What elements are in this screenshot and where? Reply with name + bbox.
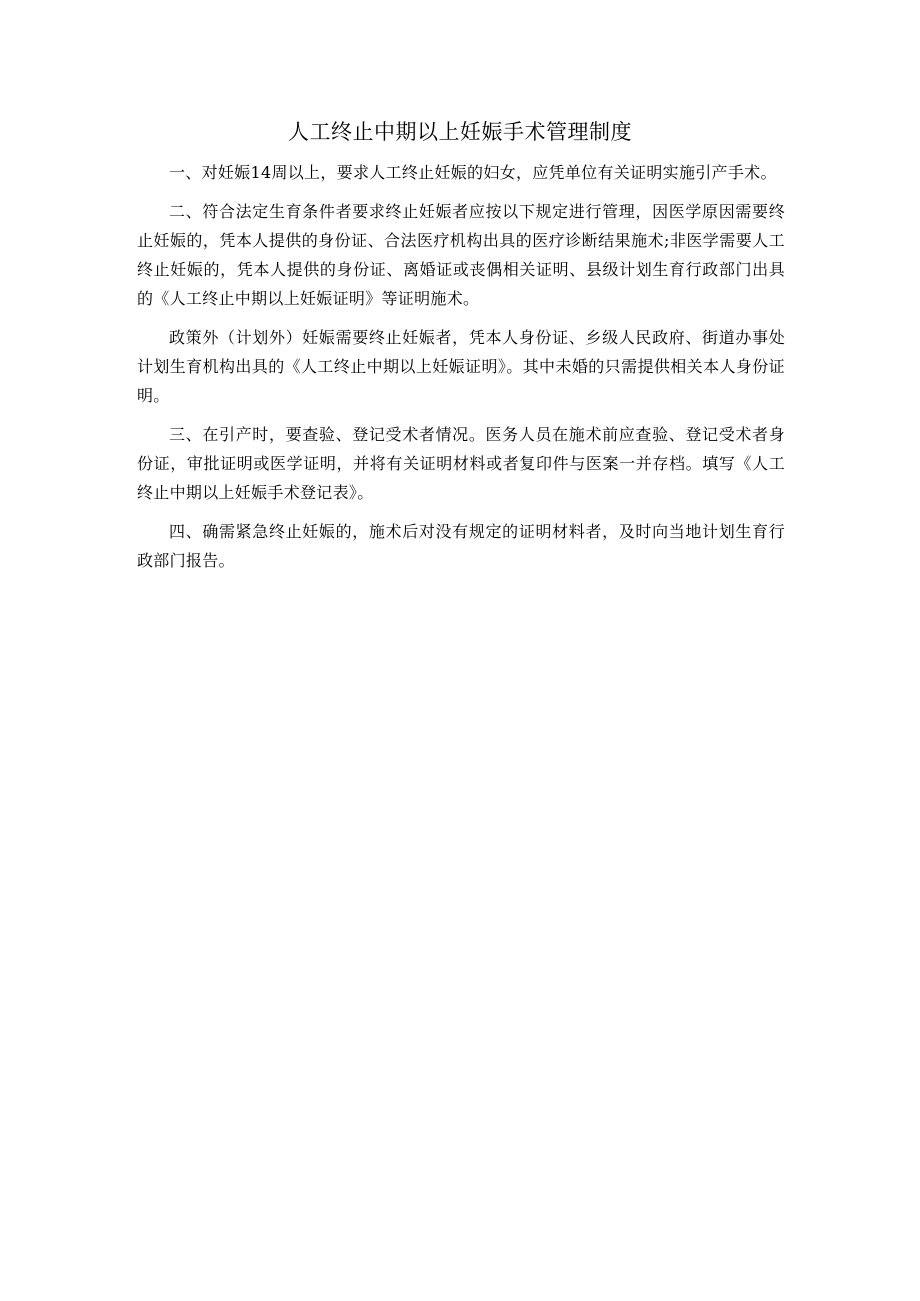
paragraph-5: 四、确需紧急终止妊娠的，施术后对没有规定的证明材料者，及时向当地计划生育行政部门报告。 xyxy=(137,522,785,570)
paragraph-3: 政策外（计划外）妊娠需要终止妊娠者，凭本人身份证、乡级人民政府、街道办事处计划生育机构出具的《人工终止中期以上妊娠证明》。其中未婚的只需提供相关本人身份证明。 xyxy=(137,328,785,405)
document-title: 人工终止中期以上妊娠手术管理制度 xyxy=(288,120,632,144)
paragraph-4: 三、在引产时，要查验、登记受术者情况。医务人员在施术前应查验、登记受术者身份证，审批证明或医学证明，并将有关证明材料或者复印件与医案一并存档。填写《人工终止中期以上妊娠手术登记表》。 xyxy=(137,425,785,502)
document-body xyxy=(137,158,785,585)
paragraph-2: 二、符合法定生育条件者要求终止妊娠者应按以下规定进行管理，因医学原因需要终止妊娠的，凭本人提供的身份证、合法医疗机构出具的医疗诊断结果施术;非医学需要人工终止妊娠的，凭本人提供的身份证、离婚证或丧偶相关证明、县级计划生育行政部门出具的《人工终止中期以上妊娠证明》等证明施术。 xyxy=(137,202,785,308)
paragraph-1: 一、对妊娠14周以上，要求人工终止妊娠的妇女，应凭单位有关证明实施引产手术。 xyxy=(169,163,777,182)
